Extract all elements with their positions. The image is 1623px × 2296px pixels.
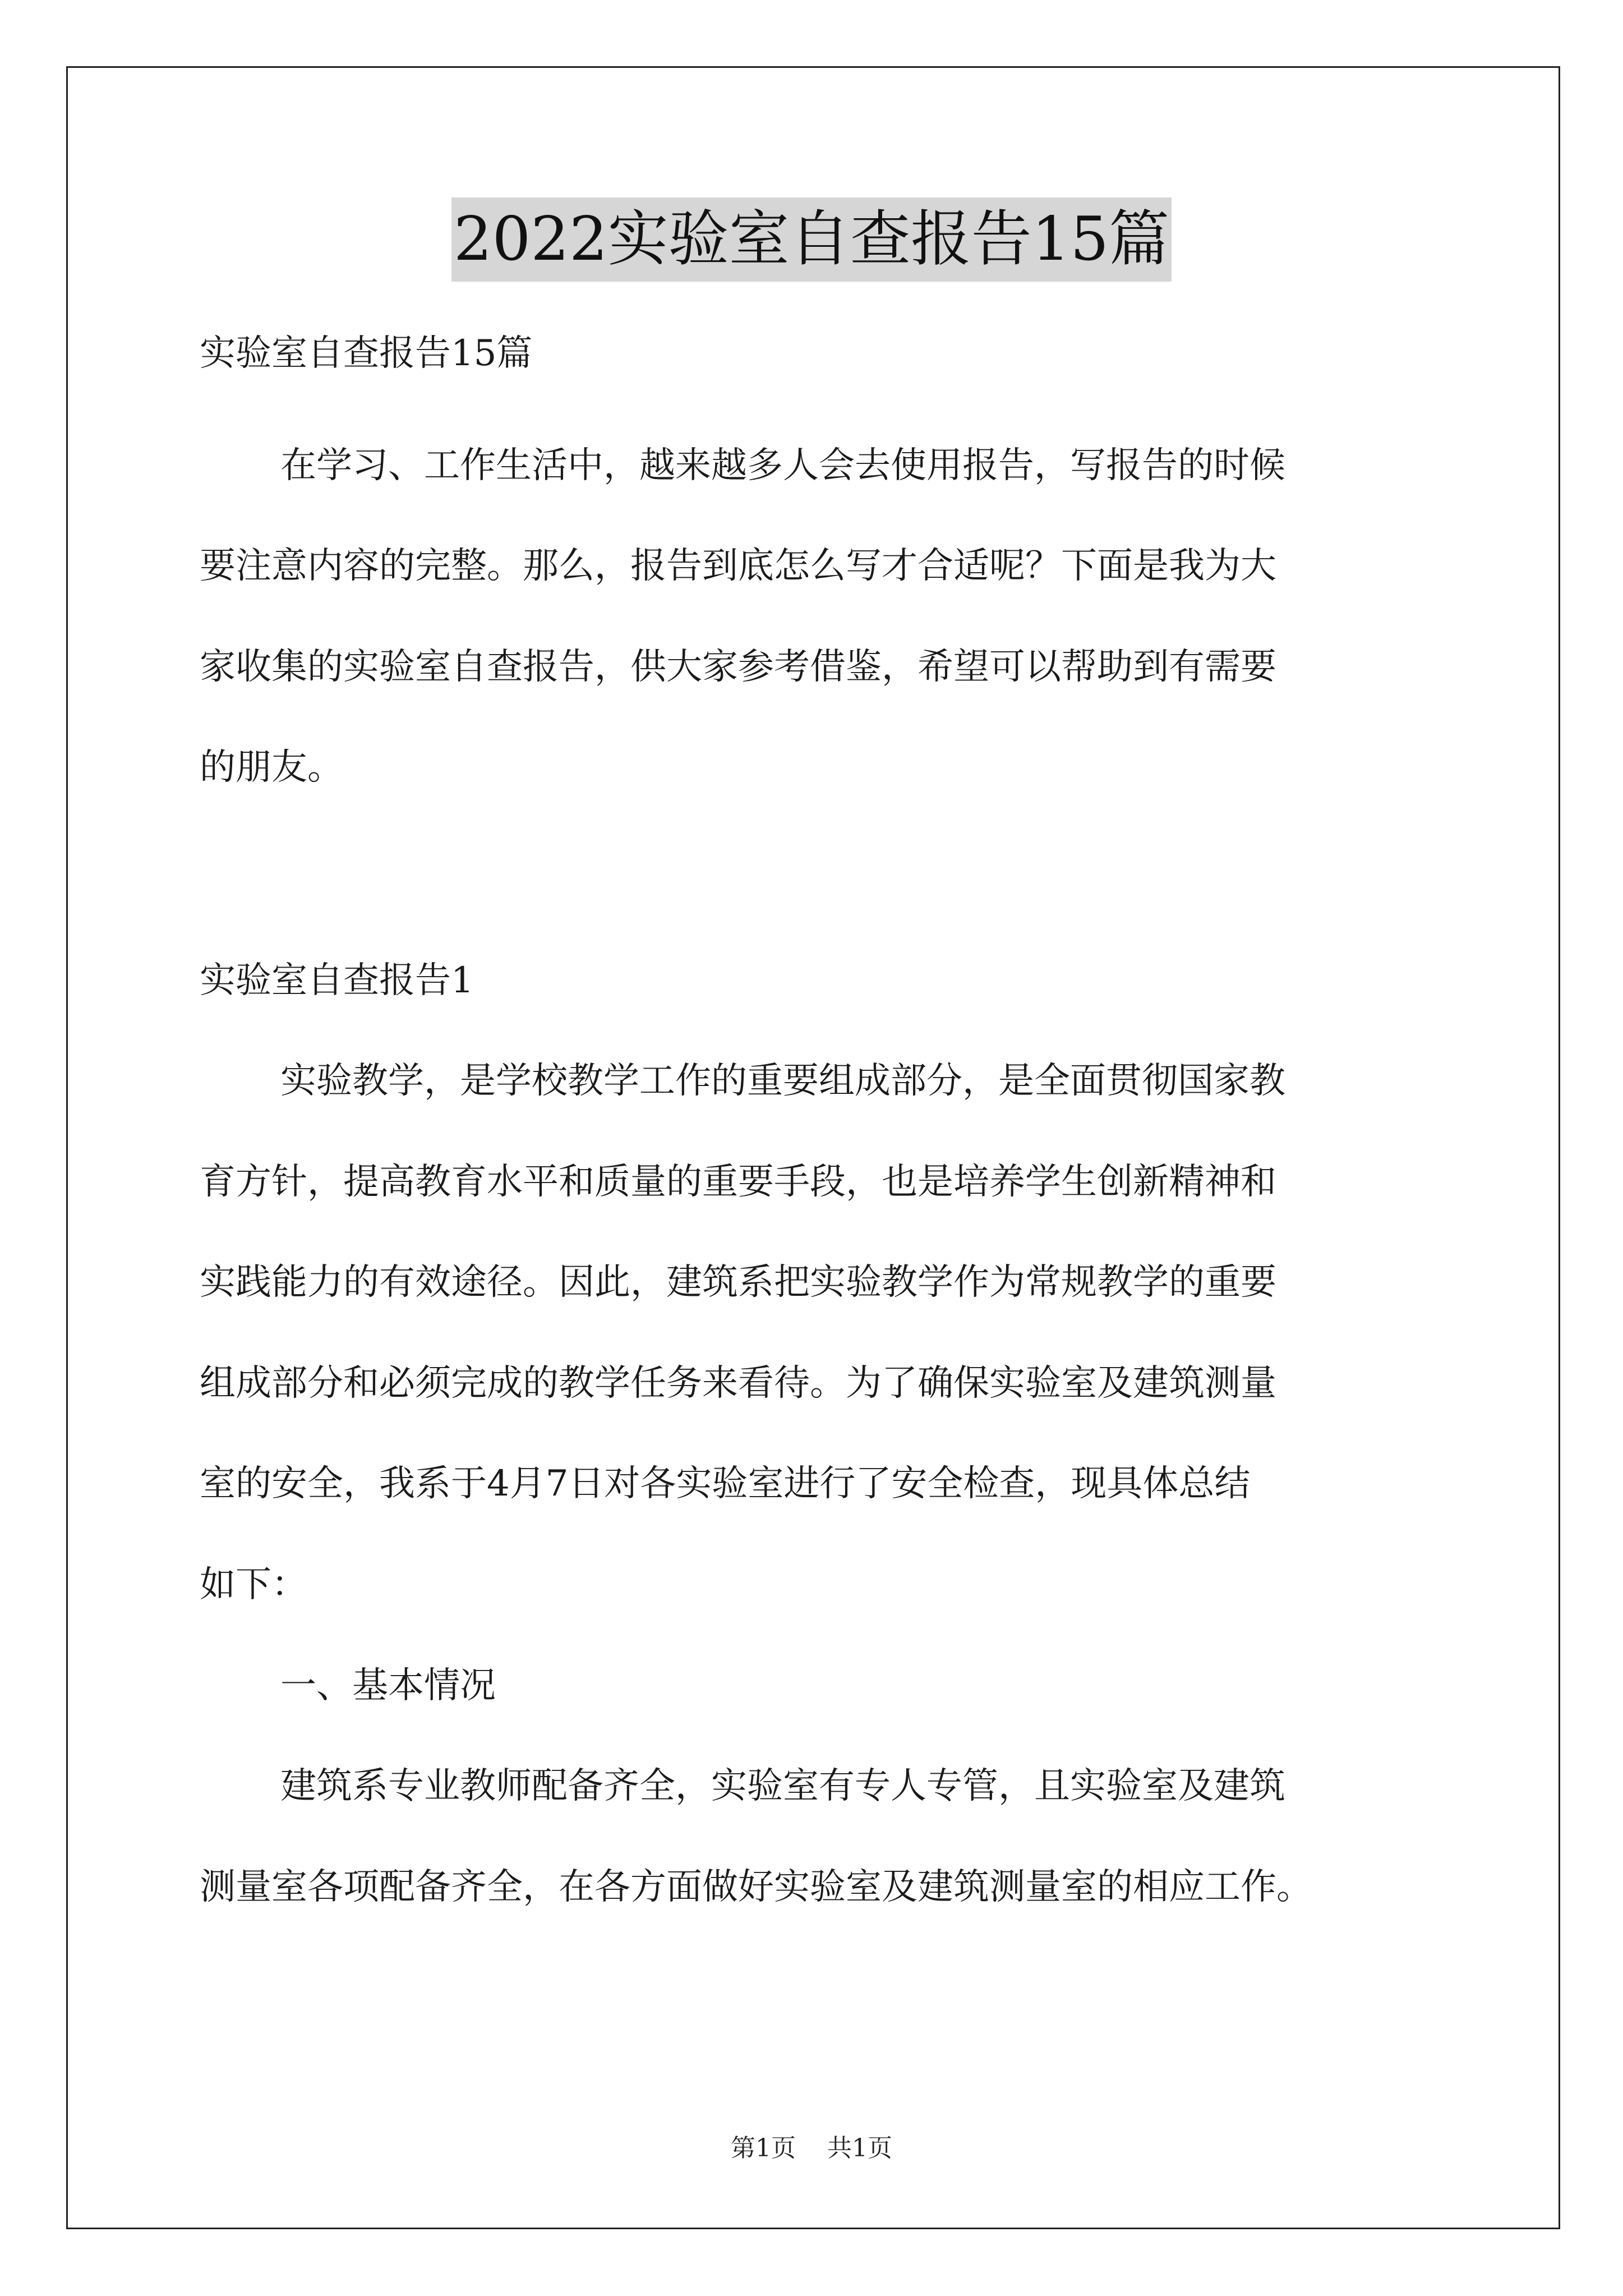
- section-heading: 实验室自查报告15篇: [200, 333, 533, 374]
- paragraph-line: 建筑系专业教师配备齐全，实验室有专人专管，且实验室及建筑: [280, 1765, 1285, 1807]
- paragraph-line: 测量室各项配备齐全，在各方面做好实验室及建筑测量室的相应工作。: [200, 1866, 1312, 1908]
- paragraph-line: 组成部分和必须完成的教学任务来看待。为了确保实验室及建筑测量: [200, 1363, 1276, 1404]
- paragraph-line: 在学习、工作生活中，越来越多人会去使用报告，写报告的时候: [280, 445, 1285, 486]
- section-heading: 实验室自查报告1: [200, 960, 474, 1001]
- page-footer: 第1页 共1页: [731, 2134, 892, 2162]
- paragraph-line: 实验教学，是学校教学工作的重要组成部分，是全面贯彻国家教: [280, 1060, 1285, 1102]
- paragraph-line: 的朋友。: [200, 747, 343, 788]
- subsection-heading: 一、基本情况: [280, 1665, 496, 1706]
- paragraph-line: 如下：: [200, 1564, 307, 1605]
- paragraph-line: 育方针，提高教育水平和质量的重要手段，也是培养学生创新精神和: [200, 1161, 1276, 1203]
- title-container: [0, 197, 1623, 282]
- paragraph-line: 实践能力的有效途径。因此，建筑系把实验教学作为常规教学的重要: [200, 1262, 1276, 1303]
- paragraph-line: 要注意内容的完整。那么，报告到底怎么写才合适呢？下面是我为大: [200, 545, 1276, 587]
- paragraph-line: 室的安全，我系于4月7日对各实验室进行了安全检查，现具体总结: [200, 1463, 1251, 1504]
- paragraph-line: 家收集的实验室自查报告，供大家参考借鉴，希望可以帮助到有需要: [200, 646, 1276, 688]
- document-title: 2022实验室自查报告15篇: [451, 197, 1172, 282]
